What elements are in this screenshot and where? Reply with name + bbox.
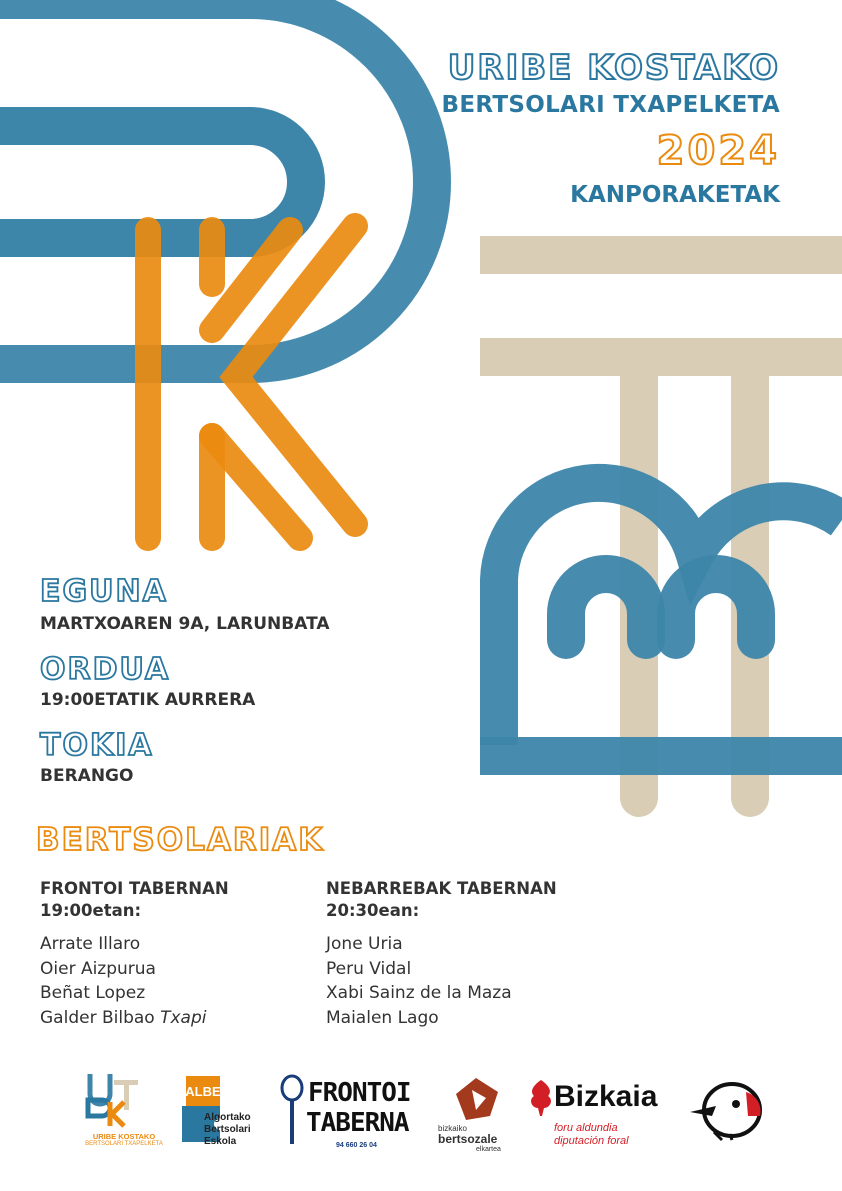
poet-name: Arrate Illaro xyxy=(40,934,141,954)
taberna-word: TABERNA xyxy=(306,1108,409,1138)
place-value: BERANGO xyxy=(40,766,134,786)
frontoi-phone: 94 660 26 04 xyxy=(336,1142,377,1149)
header-title-line2: BERTSOLARI TXAPELKETA xyxy=(441,92,780,118)
date-label: EGUNA xyxy=(40,574,168,609)
bird-logo xyxy=(686,1076,768,1142)
poet-name-with-nickname xyxy=(40,1006,300,1031)
ubk-subtitle: BERTSOLARI TXAPELKETA xyxy=(85,1141,163,1147)
bizkaia-name: Bizkaia xyxy=(554,1080,658,1113)
bertsolariak-heading: BERTSOLARIAK xyxy=(36,822,325,858)
blue-m-shape xyxy=(480,483,842,756)
poet-name: Galder Bilbao xyxy=(40,1007,155,1028)
poet-name: Jone Uria xyxy=(326,934,403,954)
bizkaia-sub1: foru aldundia xyxy=(554,1122,618,1134)
albe-line: Algortako xyxy=(204,1112,251,1123)
poet-list xyxy=(326,932,626,1030)
header-stage: KANPORAKETAK xyxy=(570,182,780,208)
oak-leaf-icon xyxy=(528,1078,554,1118)
frontoi-taberna-logo xyxy=(280,1074,410,1156)
place-label: TOKIA xyxy=(40,728,154,763)
poet-name: Peru Vidal xyxy=(326,958,412,979)
header-title-line1: URIBE KOSTAKO xyxy=(447,48,780,88)
uribe-kosta-logo xyxy=(84,1070,164,1156)
bbe-line1: bizkaiko xyxy=(438,1124,467,1133)
albe-line: Bertsolari xyxy=(204,1124,251,1135)
albe-text xyxy=(204,1112,251,1148)
header-year: 2024 xyxy=(656,128,780,174)
poet-nickname: Txapi xyxy=(160,1007,207,1028)
albe-line: Eskola xyxy=(204,1136,237,1147)
bizkaiko-bertsozale-logo xyxy=(436,1074,516,1156)
venue-name: NEBARREBAK TABERNAN xyxy=(326,879,557,898)
venue-name: FRONTOI TABERNAN xyxy=(40,879,229,898)
poet-name: Maialen Lago xyxy=(326,1007,439,1028)
bbe-mark-icon xyxy=(446,1074,506,1124)
date-value: MARTXOAREN 9A, LARUNBATA xyxy=(40,614,330,634)
venue-column-nebarrebak xyxy=(326,878,626,1030)
bird-icon xyxy=(686,1076,768,1142)
albe-logo xyxy=(176,1074,266,1154)
bbe-line2: bertsozale xyxy=(438,1132,498,1146)
venue-time: 19:00etan: xyxy=(40,901,142,920)
poet-name: Oier Aizpurua xyxy=(40,958,156,979)
bizkaia-foru-aldundia-logo xyxy=(528,1076,678,1156)
frontoi-word: FRONTOI xyxy=(308,1078,411,1108)
poet-name: Beñat Lopez xyxy=(40,983,146,1003)
pelota-racket-icon xyxy=(280,1074,304,1148)
venue-column-frontoi xyxy=(40,878,300,1030)
time-label: ORDUA xyxy=(40,652,171,687)
bizkaia-sub2: diputación foral xyxy=(554,1135,629,1147)
bbe-line3: elkartea xyxy=(476,1146,501,1153)
time-value: 19:00ETATIK AURRERA xyxy=(40,690,256,710)
poet-list xyxy=(40,932,300,1030)
poet-name: Xabi Sainz de la Maza xyxy=(326,983,512,1003)
venue-time: 20:30ean: xyxy=(326,901,420,920)
ubk-name: URIBE KOSTAKO xyxy=(92,1132,156,1141)
albe-mark-text: ALBE xyxy=(185,1084,221,1099)
ubk-mark-icon xyxy=(84,1070,164,1128)
